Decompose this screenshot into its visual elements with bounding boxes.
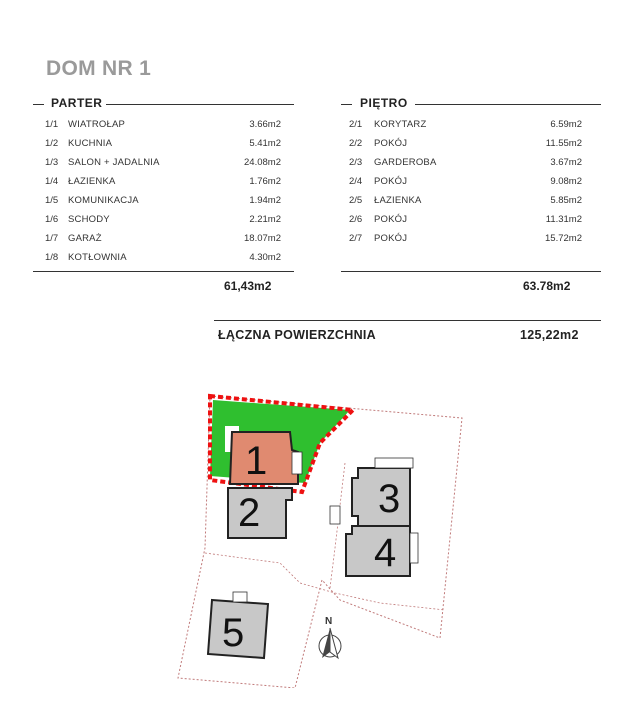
room-number: 1/5 xyxy=(45,195,59,206)
table-row xyxy=(341,230,601,249)
deck xyxy=(292,452,302,474)
room-number: 1/6 xyxy=(45,214,59,225)
parter-total-rule xyxy=(33,271,294,272)
room-number: 2/5 xyxy=(349,195,363,206)
parter-room-list xyxy=(33,116,294,268)
grand-total-rule xyxy=(214,320,601,321)
pietro-total: 63.78m2 xyxy=(523,279,571,293)
room-name: WIATROŁAP xyxy=(68,119,126,130)
deck xyxy=(410,533,418,563)
table-row xyxy=(33,211,294,230)
room-number: 1/1 xyxy=(45,119,59,130)
deck xyxy=(233,592,247,602)
room-name: KOMUNIKACJA xyxy=(68,195,139,206)
room-area: 5.85m2 xyxy=(550,195,582,206)
pietro-header xyxy=(341,96,601,112)
house-3-label: 3 xyxy=(378,477,401,521)
house-2-label: 2 xyxy=(238,491,261,535)
header-rule xyxy=(106,104,294,105)
header-rule xyxy=(33,104,44,105)
site-plan-drawing xyxy=(170,388,470,688)
room-number: 2/6 xyxy=(349,214,363,225)
deck xyxy=(375,458,413,468)
room-area: 3.66m2 xyxy=(249,119,281,130)
pietro-total-rule xyxy=(341,271,601,272)
room-name: POKÓJ xyxy=(374,214,408,225)
room-area: 11.31m2 xyxy=(545,214,582,225)
room-number: 2/1 xyxy=(349,119,363,130)
pietro-heading: PIĘTRO xyxy=(360,96,408,110)
parter-header xyxy=(33,96,294,112)
room-number: 2/7 xyxy=(349,233,363,244)
table-row xyxy=(341,211,601,230)
parter-total: 61,43m2 xyxy=(224,279,272,293)
room-name: POKÓJ xyxy=(374,138,408,149)
room-name: KUCHNIA xyxy=(68,138,113,149)
room-name: GARAŻ xyxy=(68,233,102,244)
house-4-label: 4 xyxy=(374,531,397,575)
room-area: 18.07m2 xyxy=(244,233,281,244)
room-area: 9.08m2 xyxy=(550,176,582,187)
deck xyxy=(330,506,340,524)
room-area: 11.55m2 xyxy=(545,138,582,149)
grand-total-label: ŁĄCZNA POWIERZCHNIA xyxy=(218,328,377,342)
table-row xyxy=(33,249,294,268)
table-row xyxy=(341,192,601,211)
room-number: 1/7 xyxy=(45,233,59,244)
parter-heading: PARTER xyxy=(51,96,103,110)
header-rule xyxy=(341,104,352,105)
room-name: KORYTARZ xyxy=(374,119,427,130)
pietro-room-list xyxy=(341,116,601,249)
room-area: 15.72m2 xyxy=(545,233,582,244)
house-5-label: 5 xyxy=(222,611,245,655)
room-number: 2/3 xyxy=(349,157,363,168)
page-title: DOM NR 1 xyxy=(46,57,152,80)
room-name: GARDEROBA xyxy=(374,157,437,168)
room-number: 2/2 xyxy=(349,138,363,149)
site-plan xyxy=(170,388,470,688)
table-row xyxy=(33,173,294,192)
room-area: 6.59m2 xyxy=(550,119,582,130)
grand-total-value: 125,22m2 xyxy=(520,328,579,342)
room-area: 1.76m2 xyxy=(249,176,281,187)
table-row xyxy=(341,173,601,192)
room-area: 24.08m2 xyxy=(244,157,281,168)
room-number: 1/8 xyxy=(45,252,59,263)
room-number: 1/4 xyxy=(45,176,59,187)
room-name: KOTŁOWNIA xyxy=(68,252,127,263)
north-label: N xyxy=(325,616,333,627)
room-number: 1/3 xyxy=(45,157,59,168)
room-name: SCHODY xyxy=(68,214,110,225)
table-row xyxy=(341,154,601,173)
pietro-section xyxy=(341,96,601,249)
header-rule xyxy=(415,104,601,105)
table-row xyxy=(33,192,294,211)
room-name: ŁAZIENKA xyxy=(374,195,422,206)
room-name: POKÓJ xyxy=(374,176,408,187)
room-name: POKÓJ xyxy=(374,233,408,244)
room-area: 1.94m2 xyxy=(249,195,281,206)
room-number: 1/2 xyxy=(45,138,59,149)
table-row xyxy=(33,154,294,173)
room-area: 4.30m2 xyxy=(249,252,281,263)
table-row xyxy=(33,116,294,135)
room-area: 5.41m2 xyxy=(249,138,281,149)
room-number: 2/4 xyxy=(349,176,363,187)
road-line xyxy=(330,463,345,588)
room-name: ŁAZIENKA xyxy=(68,176,116,187)
table-row xyxy=(33,135,294,154)
house-1-label: 1 xyxy=(245,439,268,483)
parter-section xyxy=(33,96,294,268)
room-area: 3.67m2 xyxy=(550,157,582,168)
table-row xyxy=(341,116,601,135)
north-arrow-icon xyxy=(319,616,341,658)
table-row xyxy=(33,230,294,249)
room-name: SALON + JADALNIA xyxy=(68,157,160,168)
table-row xyxy=(341,135,601,154)
room-area: 2.21m2 xyxy=(249,214,281,225)
